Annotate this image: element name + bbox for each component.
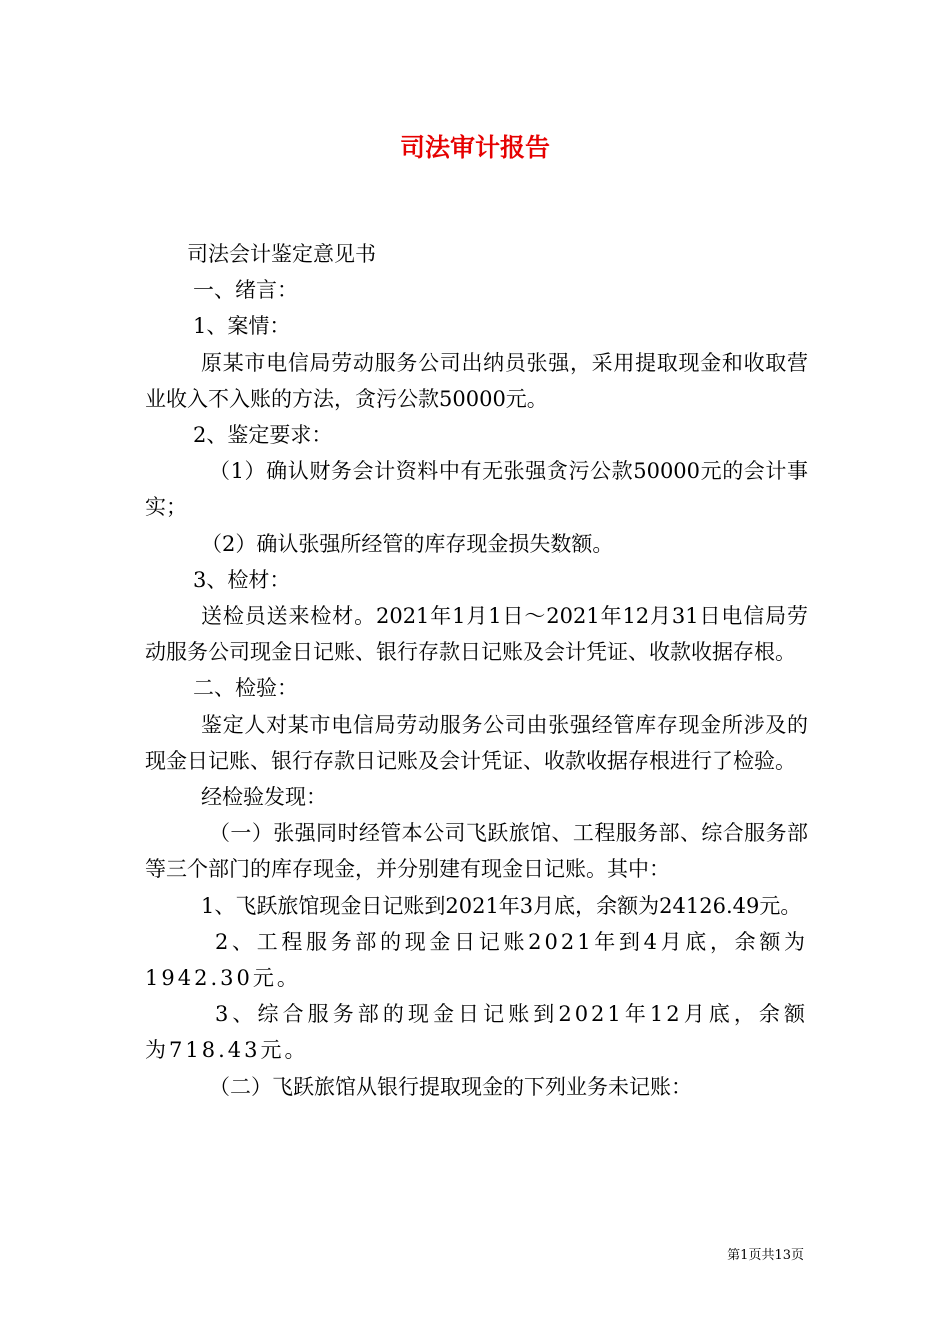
document-body — [145, 236, 808, 1105]
paragraph-requirement-2: （2）确认张强所经管的库存现金损失数额。 — [201, 531, 614, 556]
paragraph-subtitle: 司法会计鉴定意见书 — [187, 242, 376, 266]
paragraph-finding-1: （一）张强同时经管本公司飞跃旅馆、工程服务部、综合服务部等三个部门的库存现金，并分别建有现金日记账。其中： — [145, 821, 808, 882]
paragraph-requirement-1: （1）确认财务会计资料中有无张强贪污公款50000元的会计事实； — [145, 459, 808, 520]
subheading-materials: 3、检材： — [193, 567, 291, 592]
paragraph-finding-2: （二）飞跃旅馆从银行提取现金的下列业务未记账： — [209, 1074, 692, 1099]
paragraph-case: 原某市电信局劳动服务公司出纳员张强，采用提取现金和收取营业收入不入账的方法，贪污公款50000元。 — [145, 350, 808, 411]
subheading-case: 1、案情： — [193, 314, 291, 339]
paragraph-findings-intro: 经检验发现： — [201, 785, 327, 810]
page-title: 司法审计报告 — [399, 133, 550, 162]
paragraph-ledger-1: 1、飞跃旅馆现金日记账到2021年3月底，余额为24126.49元。 — [201, 893, 802, 918]
paragraph-materials: 送检员送来检材。2021年1月1日～2021年12月31日电信局劳动服务公司现金日记账、银行存款日记账及会计凭证、收款收据存根。 — [145, 604, 808, 665]
section-heading-inspection: 二、检验： — [193, 676, 298, 701]
paragraph-ledger-2: 2、工程服务部的现金日记账2021年到4月底，余额为1942.30元。 — [145, 929, 808, 991]
page-number: 第1页共13页 — [727, 1248, 804, 1263]
paragraph-ledger-3: 3、综合服务部的现金日记账到2021年12月底，余额为718.43元。 — [145, 1002, 808, 1063]
section-heading-intro: 一、绪言： — [193, 278, 298, 303]
paragraph-inspection: 鉴定人对某市电信局劳动服务公司由张强经管库存现金所涉及的现金日记账、银行存款日记账及会计凭证、收款收据存根进行了检验。 — [145, 712, 808, 773]
subheading-requirements: 2、鉴定要求： — [193, 423, 333, 448]
